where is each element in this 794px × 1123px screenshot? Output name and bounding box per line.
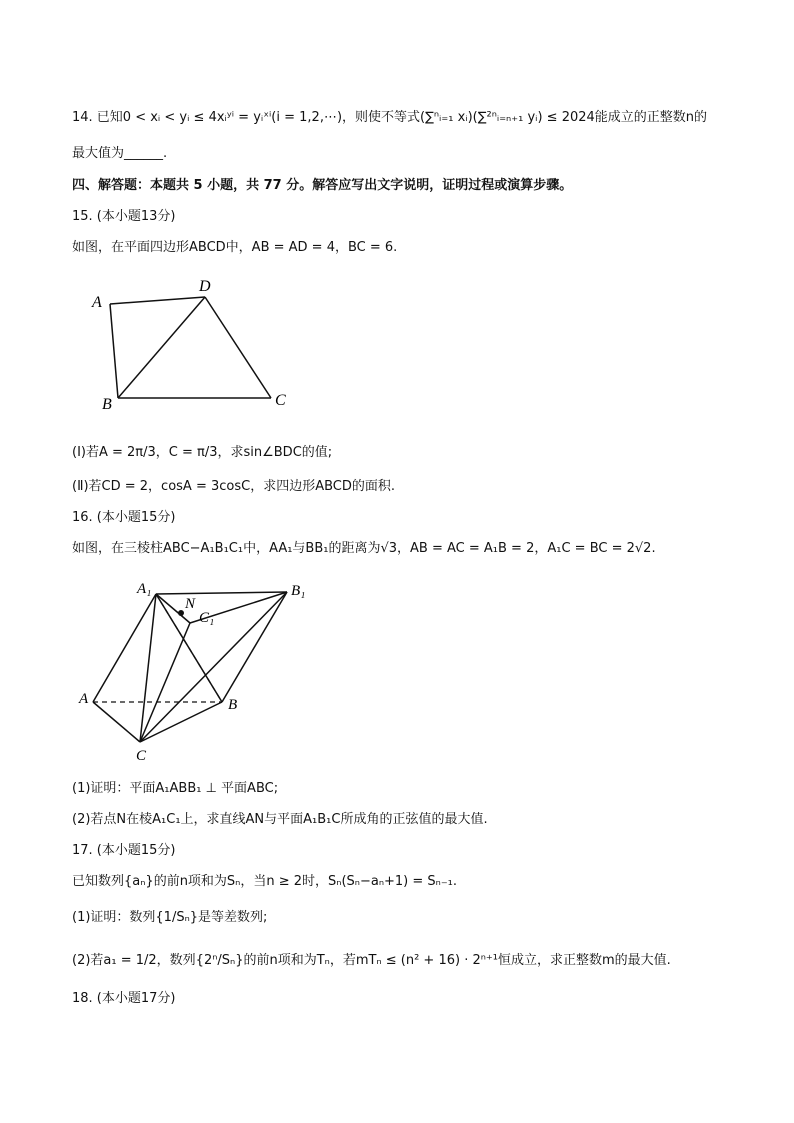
q15-part2: (Ⅱ)若CD = 2，cosA = 3cosC，求四边形ABCD的面积. — [72, 479, 396, 494]
q18-header: 18. (本小题17分) — [72, 991, 176, 1006]
section4-heading: 四、解答题：本题共 5 小题，共 77 分。解答应写出文字说明，证明过程或演算步骤。 — [72, 178, 573, 193]
q16-part2: (2)若点N在棱A₁C₁上，求直线AN与平面A₁B₁C所成角的正弦值的最大值. — [72, 812, 488, 827]
q16-header: 16. (本小题15分) — [72, 510, 176, 525]
q16-part1: (1)证明：平面A₁ABB₁ ⊥ 平面ABC; — [72, 781, 279, 796]
q16-stem: 如图，在三棱柱ABC−A₁B₁C₁中，AA₁与BB₁的距离为√3，AB = AC = A₁B = 2，A₁C = BC = 2√2. — [72, 541, 656, 556]
point-N-dot — [178, 610, 184, 616]
label-B: B — [228, 697, 238, 713]
q17-stem: 已知数列{aₙ}的前n项和为Sₙ，当n ≥ 2时，Sₙ(Sₙ−aₙ+1) = Sₙ₋₁. — [72, 874, 458, 889]
q14-line2: 最大值为______. — [72, 146, 168, 161]
label-N: N — [185, 596, 196, 612]
label-C: C — [275, 392, 286, 409]
q17-part2: (2)若a₁ = 1/2，数列{2ⁿ/Sₙ}的前n项和为Tₙ，若mTₙ ≤ (n² + 16) · 2ⁿ⁺¹恒成立，求正整数m的最大值. — [72, 953, 671, 968]
label-B: B — [102, 396, 112, 413]
label-C1: C₁ — [199, 610, 215, 626]
q15-stem: 如图，在平面四边形ABCD中，AB = AD = 4，BC = 6. — [72, 240, 398, 255]
q17-header: 17. (本小题15分) — [72, 843, 176, 858]
q14-line1: 14. 已知0 < xᵢ < yᵢ ≤ 4xᵢʸⁱ = yᵢˣⁱ(i = 1,2,⋯)，则使不等式(∑ⁿᵢ₌₁ xᵢ)(∑²ⁿᵢ₌ₙ₊₁ yᵢ) ≤ 2024能成立的正整数n的 — [72, 110, 708, 125]
label-C: C — [136, 748, 147, 764]
label-A1: A₁ — [137, 581, 152, 597]
label-B1: B₁ — [291, 583, 306, 599]
q15-header: 15. (本小题13分) — [72, 209, 176, 224]
label-A: A — [79, 691, 89, 707]
q17-part1: (1)证明：数列{1/Sₙ}是等差数列; — [72, 910, 268, 925]
q15-part1: (Ⅰ)若A = 2π/3，C = π/3，求sin∠BDC的值; — [72, 445, 333, 460]
q15-quadrilateral-figure — [85, 272, 300, 417]
q16-prism-figure — [75, 575, 315, 767]
label-D: D — [199, 278, 211, 295]
label-A: A — [92, 294, 102, 311]
